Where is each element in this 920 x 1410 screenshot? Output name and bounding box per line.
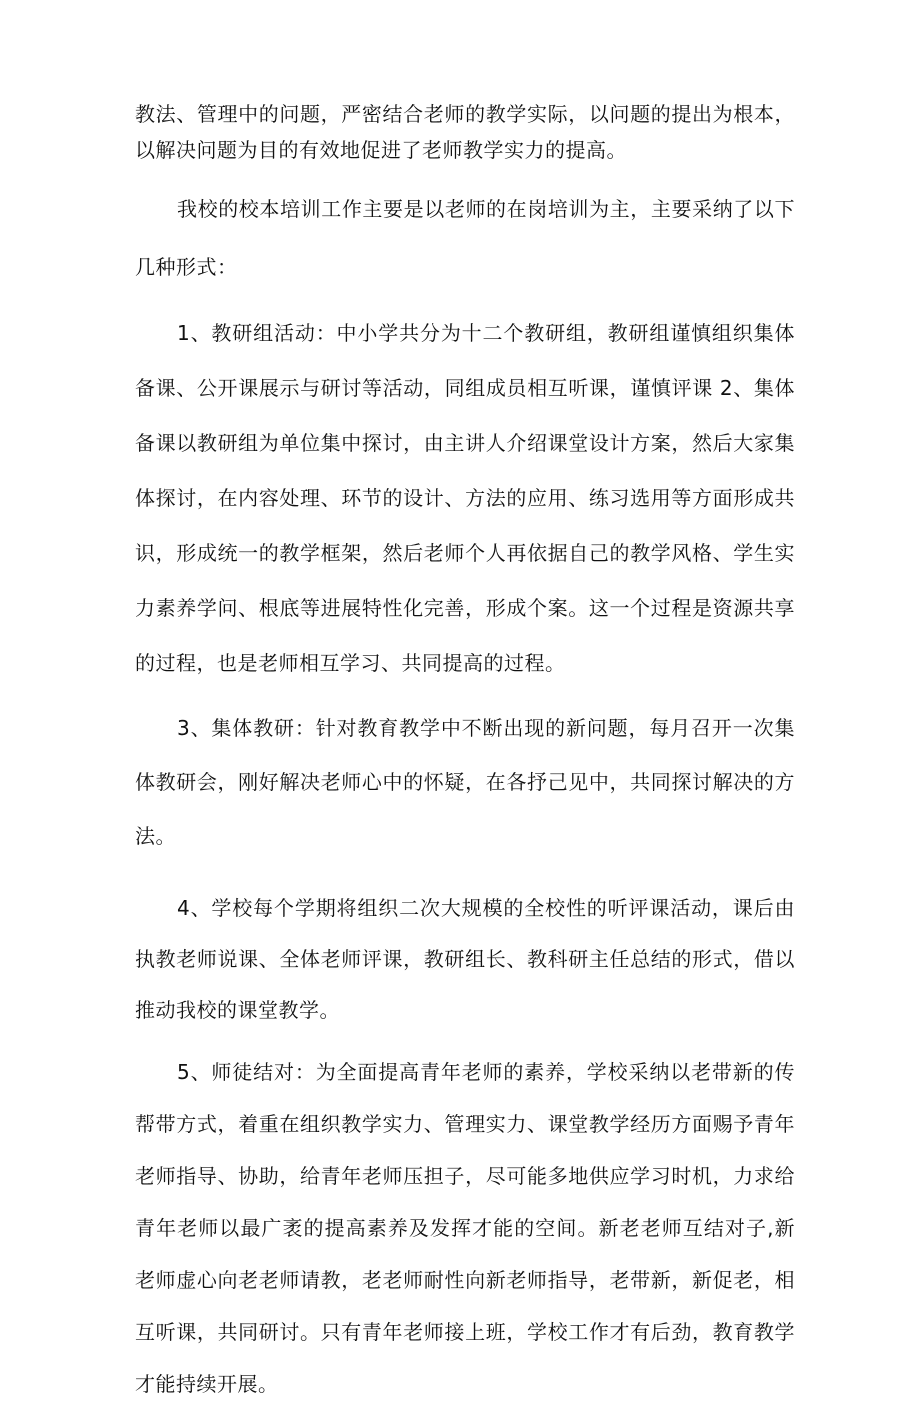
paragraph-collective-research: 3、集体教研：针对教育教学中不断出现的新问题，每月召开一次集体教研会，刚好解决老师心中的怀疑，在各抒己见中，共同探讨解决的方法。	[135, 716, 795, 848]
paragraph-teaching-research-group: 1、教研组活动：中小学共分为十二个教研组，教研组谨慎组织集体备课、公开课展示与研讨等活动，同组成员相互听课，谨慎评课 2、集体备课以教研组为单位集中探讨，由主讲人介绍课堂设计方案，然后大家集体探讨，在内容处理、环节的设计、方法的应用、练习选用等方面形成共识，形成统一的教学框架，然后老师个人再依据自己的教学风格、学生实力素养学问、根底等进展特性化完善，形成个案。这一个过程是资源共享的过程，也是老师相互学习、共同提高的过程。	[135, 321, 795, 675]
paragraph-mentoring: 5、师徒结对：为全面提高青年老师的素养，学校采纳以老带新的传帮带方式，着重在组织教学实力、管理实力、课堂教学经历方面赐予青年老师指导、协助，给青年老师压担子，尽可能多地供应学习时机，力求给青年老师以最广袤的提高素养及发挥才能的空间。新老老师互结对子,新老师虚心向老老师请教，老老师耐性向新老师指导，老带新，新促老，相互听课，共同研讨。只有青年老师接上班，学校工作才有后劲，教育教学才能持续开展。	[135, 1060, 795, 1396]
document-body	[135, 96, 795, 1410]
paragraph-problem-solving: 教法、管理中的问题，严密结合老师的教学实际，以问题的提出为根本，以解决问题为目的有效地促进了老师教学实力的提高。	[135, 102, 795, 162]
paragraph-lesson-evaluation: 4、学校每个学期将组织二次大规模的全校性的听评课活动，课后由执教老师说课、全体老师评课，教研组长、教科研主任总结的形式，借以推动我校的课堂教学。	[135, 896, 795, 1022]
paragraph-training-forms-intro: 我校的校本培训工作主要是以老师的在岗培训为主，主要采纳了以下几种形式：	[135, 197, 795, 279]
